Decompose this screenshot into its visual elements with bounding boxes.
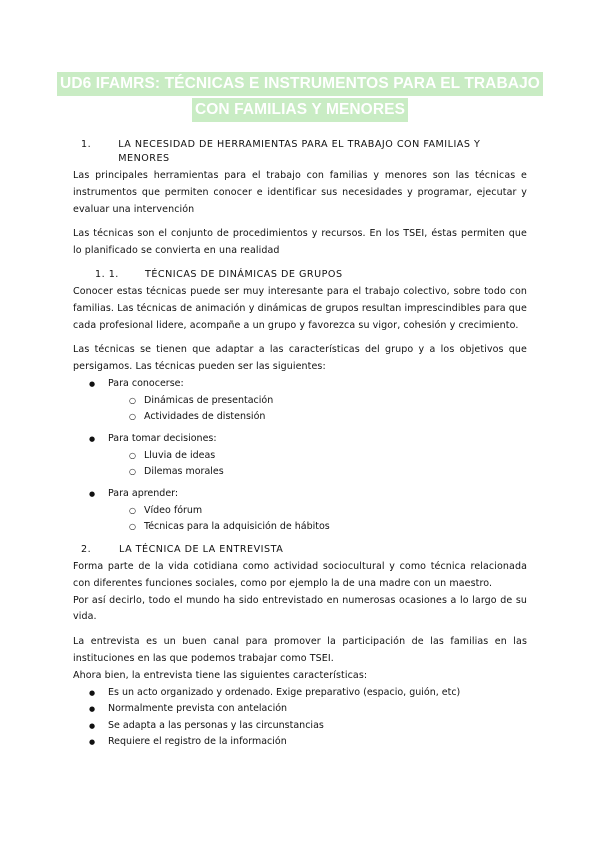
section-2-paragraph-2: Por así decirlo, todo el mundo ha sido entrevistado en numerosas ocasiones a lo largo de su vida. bbox=[73, 594, 527, 623]
list-item: ○ Lluvia de ideas bbox=[73, 448, 527, 464]
section-1-title: LA NECESIDAD DE HERRAMIENTAS PARA EL TRABAJO CON FAMILIAS Y MENORES bbox=[118, 139, 481, 164]
section-1-1-title: TÉCNICAS DE DINÁMICAS DE GRUPOS bbox=[145, 268, 343, 280]
section-2-paragraph-1: Forma parte de la vida cotidiana como actividad sociocultural y como técnica relacionada con diferentes funciones sociales, como por ejemplo la de una madre con un maestro. bbox=[73, 560, 527, 589]
section-1-paragraph-1: Las principales herramientas para el trabajo con familias y menores son las técnicas e instrumentos que permiten conocer e identificar sus necesidades y programar, ejecutar y evaluar una intervención bbox=[73, 170, 527, 215]
list-item: ● Normalmente prevista con antelación bbox=[73, 701, 527, 718]
section-1-1-paragraph-2: Las técnicas se tienen que adaptar a las características del grupo y a los objetivos que persigamos. Las técnicas pueden ser las siguientes: bbox=[73, 344, 527, 373]
list-item: ● Requiere el registro de la información bbox=[73, 734, 527, 751]
section-1-1-paragraph-1: Conocer estas técnicas puede ser muy interesante para el trabajo colectivo, sobre todo con familias. Las técnicas de animación y dinámicas de grupos resultan imprescindibles para que cada profesional lidere, acompañe a un grupo y favorezca su vigor, cohesión y crecimiento. bbox=[73, 285, 527, 331]
title-line-2: CON FAMILIAS Y MENORES bbox=[192, 98, 408, 122]
section-2-number: 2. bbox=[81, 543, 92, 555]
list-item: ○ Vídeo fórum bbox=[73, 503, 527, 519]
section-1-1-heading bbox=[73, 268, 527, 282]
section-1-1-number: 1. 1. bbox=[95, 268, 119, 280]
section-2-heading bbox=[73, 543, 527, 557]
list-item: ● Para aprender: bbox=[73, 486, 527, 503]
techniques-list bbox=[73, 376, 527, 535]
list-item: ○ Técnicas para la adquisición de hábitos bbox=[73, 519, 527, 535]
document-title bbox=[0, 72, 600, 122]
list-item: ● Para conocerse: bbox=[73, 376, 527, 393]
section-1-heading bbox=[73, 138, 527, 166]
title-line-1: UD6 IFAMRS: TÉCNICAS E INSTRUMENTOS PARA EL TRABAJO bbox=[57, 72, 543, 96]
list-item: ● Es un acto organizado y ordenado. Exige preparativo (espacio, guión, etc) bbox=[73, 685, 527, 702]
section-2-paragraph-3: La entrevista es un buen canal para promover la participación de las familias en las instituciones en las que podemos trabajar como TSEI. bbox=[73, 636, 527, 664]
list-item: ○ Dinámicas de presentación bbox=[73, 393, 527, 409]
section-2-title: LA TÉCNICA DE LA ENTREVISTA bbox=[119, 543, 284, 555]
section-2-paragraph-4: Ahora bien, la entrevista tiene las siguientes características: bbox=[73, 669, 368, 681]
section-1-paragraph-2: Las técnicas son el conjunto de procedimientos y recursos. En los TSEI, éstas permiten que lo planificado se convierta en una realidad bbox=[73, 228, 527, 257]
section-1-number: 1. bbox=[81, 139, 92, 150]
document-body bbox=[73, 138, 527, 751]
list-item: ● Se adapta a las personas y las circunstancias bbox=[73, 718, 527, 735]
list-item: ● Para tomar decisiones: bbox=[73, 431, 527, 448]
list-item: ○ Actividades de distensión bbox=[73, 409, 527, 425]
list-item: ○ Dilemas morales bbox=[73, 464, 527, 480]
interview-characteristics-list bbox=[73, 685, 527, 751]
